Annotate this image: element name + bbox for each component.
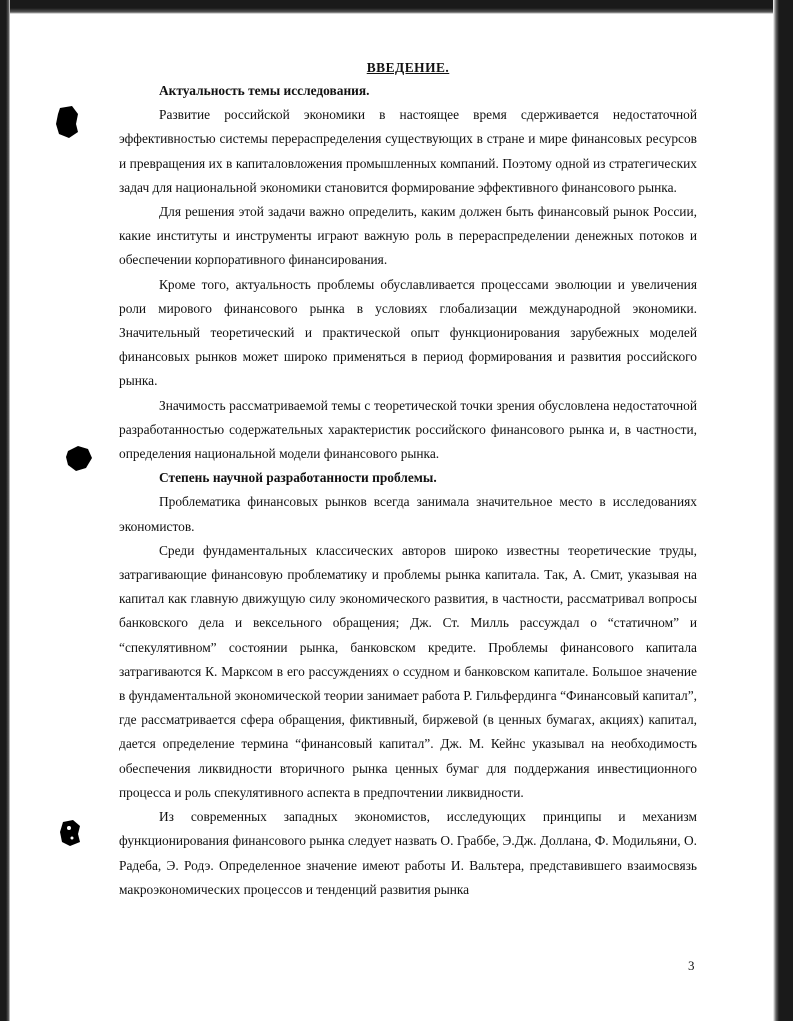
paragraph: Среди фундаментальных классических авторов широко известны теоретические труды, затрагивающие финансовую проблематику и проблемы рынка капитала. Так, А. Смит, указывая на капитал как главную движущую силу экономического развития, в частности, рассматривал вопросы банковского дела и вексельного обращения; Дж. Ст. Милль рассуждал о “статичном” и “спекулятивном” состоянии рынка, банковском кредите. Проблемы финансового капитала затрагиваются К. Марксом в его рассуждениях о ссудном и банковском капитале. Большое значение в фундаментальной экономической теории занимает работа Р. Гильфердинга “Финансовый капитал”, где рассматривается сфера обращения, фиктивный, биржевой (в ценных бумагах, акциях) капитал, дается определение термина “финансовый капитал”. Дж. М. Кейнс указывал на необходимость обеспечения ликвидности вторичного рынка ценных бумаг для поддержания инвестиционного процесса и роль спекулятивного аспекта в предпочтении ликвидности. bbox=[119, 542, 697, 800]
paragraph: Кроме того, актуальность проблемы обуславливается процессами эволюции и увеличения роли мирового финансового рынка в условиях глобализации международной экономики. Значительный теоретический и практической опыт функционирования зарубежных моделей финансовых рынков может широко применяться в период формирования и развития российского рынка. bbox=[119, 276, 697, 389]
paragraph: Значимость рассматриваемой темы с теоретической точки зрения обусловлена недостаточной разработанностью содержательных характеристик российского финансового рынка и, в частности, определения национальной модели финансового рынка. bbox=[119, 397, 697, 462]
paragraph: Проблематика финансовых рынков всегда занимала значительное место в исследованиях экономистов. bbox=[119, 494, 697, 534]
paragraph: Для решения этой задачи важно определить, каким должен быть финансовый рынок России, какие институты и инструменты играют важную роль в перераспределении денежных потоков и обеспечении корпоративного финансирования. bbox=[119, 204, 697, 268]
paragraph: Развитие российской экономики в настоящее время сдерживается недостаточной эффективностью системы перераспределения существующих в стране и мире финансовых ресурсов и превращения их в капиталовложения промышленных компаний. Поэтому одной из стратегических задач для национальной экономики становится формирование эффективного финансового рынка. bbox=[119, 107, 697, 195]
document-body bbox=[119, 58, 697, 902]
document-title: ВВЕДЕНИЕ. bbox=[366, 60, 450, 75]
section-heading-relevance: Актуальность темы исследования. bbox=[159, 83, 370, 98]
punch-hole-middle bbox=[64, 443, 94, 473]
punch-hole-bottom bbox=[58, 818, 82, 848]
page-number: 3 bbox=[688, 958, 695, 973]
section-heading-research-degree: Степень научной разработанности проблемы. bbox=[159, 470, 437, 486]
punch-hole-top bbox=[54, 104, 80, 140]
paragraph: Из современных западных экономистов, исследующих принципы и механизм функционирования финансового рынка следует назвать О. Граббе, Э.Дж. Доллана, Ф. Модильяни, О. Радеба, Э. Родэ. Определенное значение имеют работы И. Вальтера, представившего взаимосвязь макроэкономических процессов и тенденций развития рынка bbox=[119, 809, 697, 897]
scan-edge-top bbox=[0, 0, 793, 14]
scan-edge-left bbox=[0, 0, 10, 1021]
scan-edge-right bbox=[773, 0, 793, 1021]
